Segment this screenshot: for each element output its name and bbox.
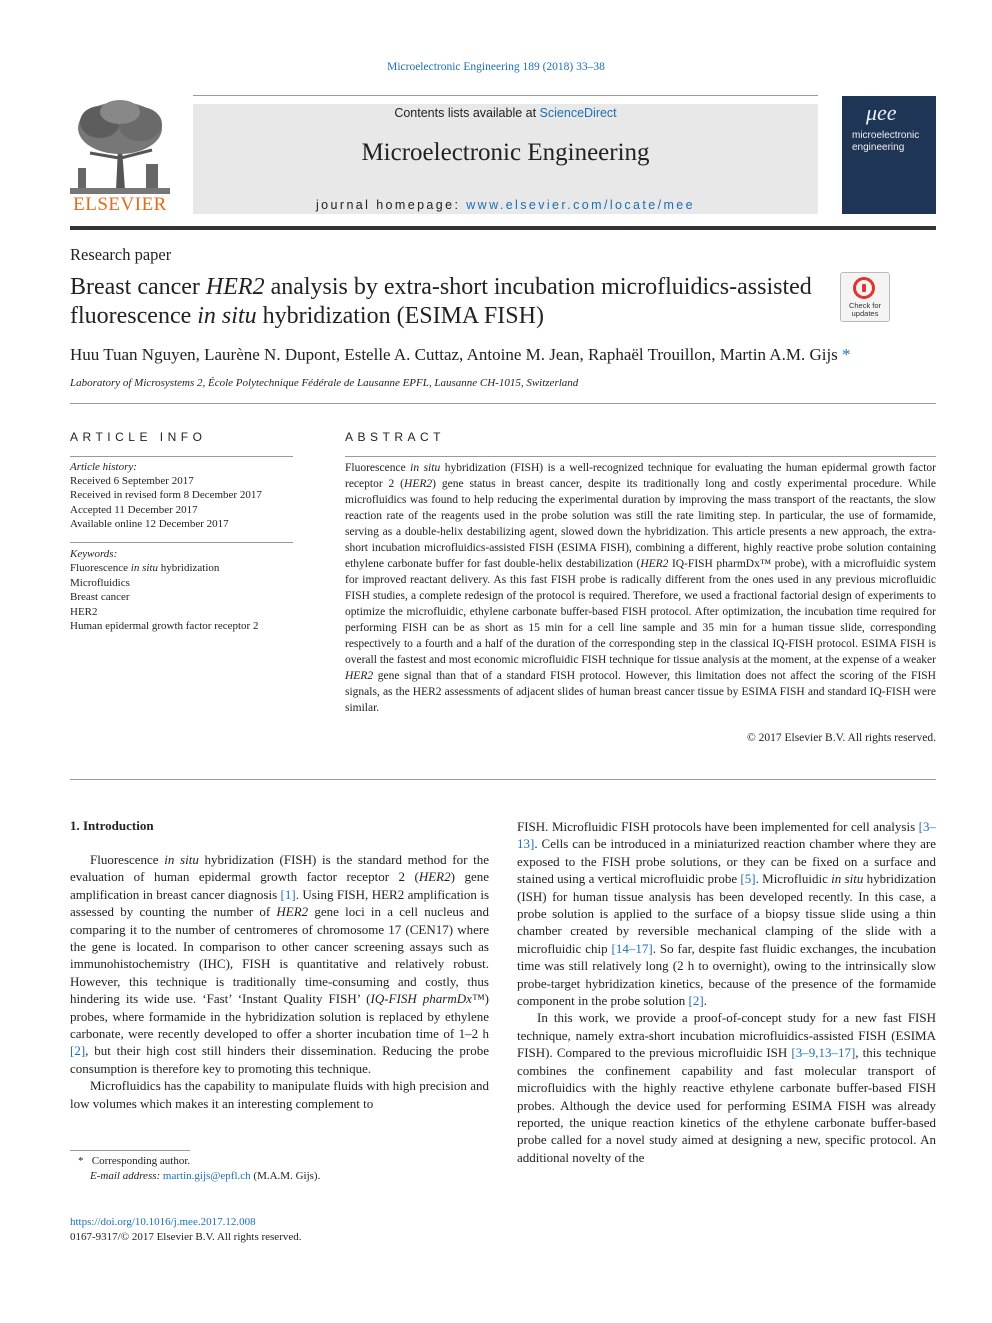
reference-link[interactable]: [3–13] bbox=[517, 819, 936, 852]
reference-link[interactable]: [14–17] bbox=[611, 940, 653, 956]
footnote-rule bbox=[70, 1150, 190, 1151]
reference-link[interactable]: [1] bbox=[280, 886, 296, 902]
header-thick-rule bbox=[70, 226, 936, 230]
footnote bbox=[70, 1154, 490, 1184]
author-list bbox=[70, 345, 950, 365]
abstract-text: Fluorescence in situ hybridization (FISH) is a well-recognized technique for evaluating the human epidermal growth factor receptor 2 (HER2) gene status in breast cancer, despite its traditionally long and costly experimental procedure. While microfluidics was found to help reducing the experimental duration by improving the mass transport of the reactants, the slow reaction rate of the reagents used in the probe solution was still the rate limiting step. In particular, the use of formamide, serving as a double-helix destabilizing agent, slowed down the hybridization. This article presents a new approach, the extra-short incubation microfluidics-assisted FISH (ESIMA FISH), combining a different, highly reactive probe solution containing ethylene carbonate buffer for fast double-helix destabilization (HER2 IQ-FISH pharmDx™ probe), with a microfluidic system for improved reactant delivery. As this fast FISH probe is radically different from the ones used in any previous microfluidic FISH studies, a complete redesign of the protocol is required. Therefore, we used a fractional factorial design of experiments to optimize the microfluidic, ethylene carbonate buffer-based FISH protocol. After optimization, the incubation time required for performing FISH can be as short as 15 min for a cell line sample and 35 min for a human tissue slide, corresponding respectively to a fourth and a half of the duration of the corresponding step in the classical IQ-FISH protocol. ESIMA FISH is overall the fastest and most economic microfluidic FISH technique for tissue analysis at the moment, at the expense of a weaker HER2 gene signal than that of a standard FISH protocol. However, this limitation does not affect the scoring of the FISH signals, as the HER2 assessments of adjacent slides of human breast cancer tissue by ESIMA FISH and standard IQ-FISH were similar. bbox=[345, 462, 937, 714]
reference-link[interactable]: [3–9,13–17] bbox=[791, 1045, 856, 1061]
cover-mee-logo: μee bbox=[866, 100, 897, 125]
title-part: hybridization (ESIMA FISH) bbox=[256, 303, 544, 329]
paragraph: In this work, we provide a proof-of-concept study for a new fast FISH technique, namely extra-short incubation microfluidics-assisted FISH (ESIMA FISH). Compared to the previous microfluidic ISH [3–9,13–17], this technique combines the confinement capability and fast molecular transport of microfluidics with the highly reactive ethylene carbonate buffer-based FISH probes. Although the device used for performing ESIMA FISH was already reported, the unique reaction kinetics of the ethylene carbonate buffer-based probe called for a novel study aimed at designing a new, specific protocol. An additional novelty of the bbox=[517, 1010, 936, 1165]
cover-title-line2: engineering bbox=[852, 142, 905, 153]
keyword-item: Breast cancer bbox=[70, 591, 130, 604]
check-for-updates-button[interactable] bbox=[840, 272, 890, 322]
elsevier-wordmark: ELSEVIER bbox=[73, 194, 167, 215]
history-item: Received 6 September 2017 bbox=[70, 475, 194, 488]
keywords bbox=[70, 547, 300, 633]
keywords-label: Keywords: bbox=[70, 548, 118, 560]
divider bbox=[345, 456, 936, 457]
check-updates-label: Check for updates bbox=[848, 301, 882, 318]
body-column-right bbox=[517, 818, 936, 1166]
section-heading-introduction: 1. Introduction bbox=[70, 818, 154, 833]
paragraph: FISH. Microfluidic FISH protocols have been implemented for cell analysis [3–13]. Cells can be introduced in a miniaturized reaction chamber where they are exposed to the FISH probe solutions, or they can be fixed on a surface and stained using a vertical microfluidic probe [5]. Microfluidic in situ hybridization (ISH) for human tissue analysis has been developed recently. In this case, a probe solution is applied to the surface of a biopsy tissue slide using a thin chamber created by reversible mechanical clamping of the slide with a microfluidic chip [14–17]. So far, despite fast fluidic exchanges, the incubation time was still relatively long (2 h to overnight), owing to the intrinsically slow probe-target hybridization kinetics, because of the presence of the formamide component in the probe solution [2]. bbox=[517, 819, 936, 1009]
paragraph: Microfluidics has the capability to manipulate fluids with high precision and low volumes which makes it an interesting complement to bbox=[70, 1078, 489, 1111]
journal-name: Microelectronic Engineering bbox=[361, 139, 650, 166]
contents-prefix: Contents lists available at bbox=[394, 106, 540, 120]
abstract-copyright: © 2017 Elsevier B.V. All rights reserved. bbox=[747, 732, 936, 744]
history-label: Article history: bbox=[70, 461, 137, 473]
corresponding-author-mark[interactable]: * bbox=[842, 345, 851, 364]
keyword-item: Fluorescence in situ hybridization bbox=[70, 562, 220, 575]
title-part: Breast cancer bbox=[70, 274, 206, 300]
keyword-item: HER2 bbox=[70, 605, 98, 618]
header-rule bbox=[193, 95, 818, 96]
article-title bbox=[70, 273, 830, 331]
homepage-link[interactable]: www.elsevier.com/locate/mee bbox=[466, 198, 695, 212]
title-part: analysis by extra-short incubation microfluidics-assisted fluorescence bbox=[70, 274, 812, 329]
doi-block bbox=[70, 1215, 302, 1245]
article-info-heading: ARTICLE INFO bbox=[70, 430, 207, 444]
footnote-corresponding: * Corresponding author. bbox=[78, 1155, 191, 1167]
affiliation: Laboratory of Microsystems 2, École Polytechnique Fédérale de Lausanne EPFL, Lausanne CH-1015, Switzerland bbox=[70, 377, 579, 389]
body-column-left bbox=[70, 851, 489, 1112]
journal-cover[interactable] bbox=[842, 96, 936, 214]
article-history bbox=[70, 460, 300, 531]
divider bbox=[70, 456, 293, 457]
elsevier-tree-icon bbox=[70, 98, 170, 194]
article-type: Research paper bbox=[70, 245, 172, 264]
cover-title-line1: microelectronic bbox=[852, 130, 920, 141]
issn-copyright: 0167-9317/© 2017 Elsevier B.V. All rights reserved. bbox=[70, 1231, 302, 1243]
reference-link[interactable]: [2] bbox=[70, 1043, 86, 1059]
homepage-prefix: journal homepage: bbox=[316, 198, 467, 212]
divider bbox=[70, 403, 936, 404]
history-item: Received in revised form 8 December 2017 bbox=[70, 489, 262, 502]
authors-names: Huu Tuan Nguyen, Laurène N. Dupont, Estelle A. Cuttaz, Antoine M. Jean, Raphaël Trouillon, Martin A.M. Gijs bbox=[70, 345, 838, 364]
abstract-heading: ABSTRACT bbox=[345, 430, 446, 444]
contents-line bbox=[193, 106, 818, 120]
title-gene: HER2 bbox=[205, 274, 265, 300]
journal-homepage bbox=[193, 198, 818, 212]
email-link[interactable]: martin.gijs@epfl.ch bbox=[162, 1170, 251, 1182]
footnote-email: E-mail address: martin.gijs@epfl.ch (M.A.M. Gijs). bbox=[90, 1170, 321, 1182]
doi-link[interactable]: https://doi.org/10.1016/j.mee.2017.12.008 bbox=[70, 1216, 256, 1228]
sciencedirect-link[interactable]: ScienceDirect bbox=[539, 106, 617, 120]
divider bbox=[70, 542, 293, 543]
check-updates-icon bbox=[853, 277, 875, 299]
title-insitu: in situ bbox=[197, 303, 257, 329]
keyword-item: Human epidermal growth factor receptor 2 bbox=[70, 620, 259, 633]
elsevier-logo bbox=[70, 98, 170, 216]
paragraph: Fluorescence in situ hybridization (FISH) is the standard method for the evaluation of human epidermal growth factor receptor 2 (HER2) gene amplification in breast cancer diagnosis [1]. Using FISH, HER2 amplification is assessed by counting the number of HER2 gene loci in a cell nucleus and comparing it to the number of centromeres of chromosome 17 (CEN17) where the gene is located. In comparison to other cancer screening assays such as immunohistochemistry (IHC), FISH is quantitative and relatively robust. However, this technique is traditionally time-consuming and costly, thus hindering its wide use. ‘Fast’ ‘Instant Quality FISH’ (IQ-FISH pharmDx™) probes, where formamide in the hybridization solution is replaced by ethylene carbonate, were recently developed to offer a shorter incubation time of 1–2 h [2], but their high cost still hinders their dissemination. Reducing the probe consumption is therefore key to promoting this technique. bbox=[70, 852, 489, 1076]
journal-citation[interactable]: Microelectronic Engineering 189 (2018) 33–38 bbox=[387, 61, 605, 73]
history-item: Accepted 11 December 2017 bbox=[70, 503, 198, 516]
reference-link[interactable]: [5] bbox=[740, 871, 756, 887]
keyword-item: Microfluidics bbox=[70, 576, 130, 589]
history-item: Available online 12 December 2017 bbox=[70, 517, 229, 530]
reference-link[interactable]: [2] bbox=[688, 993, 704, 1009]
divider bbox=[70, 779, 936, 780]
